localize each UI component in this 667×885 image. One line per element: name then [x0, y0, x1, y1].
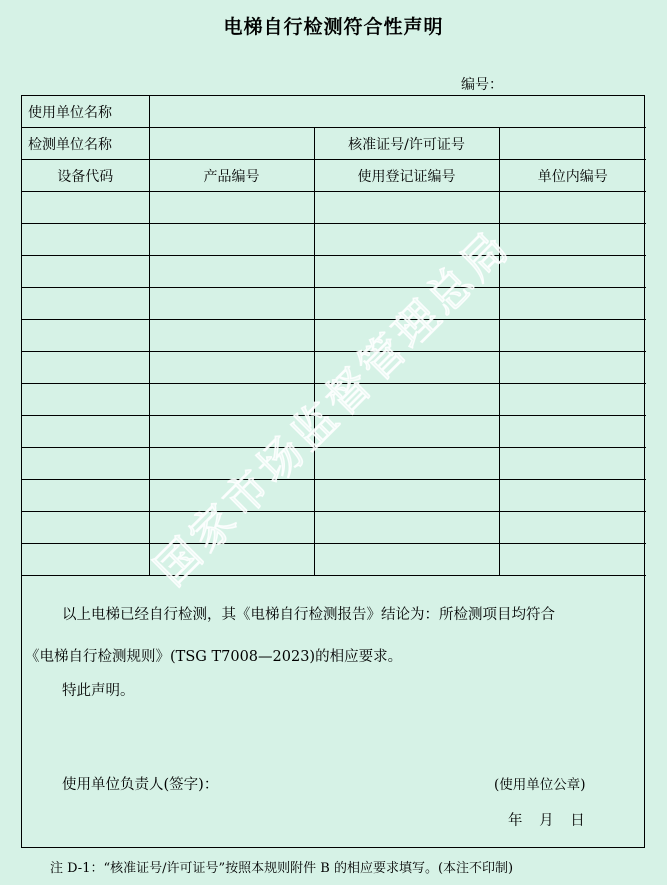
- table-cell[interactable]: [22, 352, 149, 384]
- declaration-form: [21, 95, 645, 848]
- footnote: 注 D-1：“核准证号/许可证号”按照本规则附件 B 的相应要求填写。(本注不印制): [50, 861, 514, 876]
- serial-number-label: 编号：: [461, 77, 503, 93]
- table-cell[interactable]: [149, 544, 314, 576]
- table-cell[interactable]: [22, 512, 149, 544]
- table-cell[interactable]: [499, 448, 646, 480]
- date-label: 年 月 日: [508, 813, 585, 829]
- column-header-equipment-code: 设备代码: [22, 160, 149, 192]
- table-cell[interactable]: [499, 416, 646, 448]
- table-cell[interactable]: [314, 384, 499, 416]
- table-cell[interactable]: [149, 512, 314, 544]
- table-cell[interactable]: [499, 320, 646, 352]
- table-cell[interactable]: [499, 192, 646, 224]
- table-row: [22, 384, 646, 416]
- table-cell[interactable]: [499, 512, 646, 544]
- license-field[interactable]: [499, 128, 646, 160]
- column-header-registration-number: 使用登记证编号: [314, 160, 499, 192]
- signatory-label: 使用单位负责人(签字)：: [62, 777, 219, 793]
- table-cell[interactable]: [22, 480, 149, 512]
- table-cell[interactable]: [499, 544, 646, 576]
- table-cell[interactable]: [314, 448, 499, 480]
- statement-paragraph-3: 特此声明。: [62, 683, 135, 699]
- equipment-table: [22, 96, 646, 576]
- table-cell[interactable]: [149, 352, 314, 384]
- table-cell[interactable]: [314, 192, 499, 224]
- user-unit-field[interactable]: [149, 96, 646, 128]
- table-row: [22, 448, 646, 480]
- table-cell[interactable]: [314, 288, 499, 320]
- table-cell[interactable]: [22, 256, 149, 288]
- table-cell[interactable]: [22, 192, 149, 224]
- test-unit-label: 检测单位名称: [22, 128, 149, 160]
- table-cell[interactable]: [149, 224, 314, 256]
- table-body: [22, 192, 646, 576]
- table-row: [22, 352, 646, 384]
- table-row: [22, 544, 646, 576]
- table-cell[interactable]: [22, 544, 149, 576]
- table-cell[interactable]: [499, 256, 646, 288]
- table-cell[interactable]: [149, 416, 314, 448]
- table-cell[interactable]: [499, 480, 646, 512]
- table-cell[interactable]: [22, 288, 149, 320]
- table-cell[interactable]: [314, 512, 499, 544]
- table-cell[interactable]: [499, 384, 646, 416]
- table-cell[interactable]: [22, 320, 149, 352]
- table-cell[interactable]: [314, 256, 499, 288]
- column-header-internal-number: 单位内编号: [499, 160, 646, 192]
- table-cell[interactable]: [314, 416, 499, 448]
- table-cell[interactable]: [22, 416, 149, 448]
- table-cell[interactable]: [314, 480, 499, 512]
- table-row: [22, 512, 646, 544]
- table-cell[interactable]: [499, 288, 646, 320]
- table-cell[interactable]: [314, 544, 499, 576]
- table-row: [22, 192, 646, 224]
- license-label: 核准证号/许可证号: [314, 128, 499, 160]
- statement-paragraph-2: 《电梯自行检测规则》(TSG T7008—2023)的相应要求。: [25, 649, 403, 665]
- table-cell[interactable]: [149, 448, 314, 480]
- table-row: [22, 224, 646, 256]
- seal-label: (使用单位公章): [494, 777, 586, 793]
- user-unit-label: 使用单位名称: [22, 96, 149, 128]
- table-cell[interactable]: [314, 352, 499, 384]
- document-title: 电梯自行检测符合性声明: [223, 16, 444, 38]
- table-row: [22, 320, 646, 352]
- statement-paragraph-1: 以上电梯已经自行检测，其《电梯自行检测报告》结论为：所检测项目均符合: [62, 607, 555, 623]
- table-cell[interactable]: [149, 288, 314, 320]
- table-cell[interactable]: [314, 320, 499, 352]
- table-row: [22, 256, 646, 288]
- watermark: 国家市场监督管理总局: [145, 220, 521, 596]
- table-cell[interactable]: [149, 320, 314, 352]
- table-cell[interactable]: [22, 224, 149, 256]
- table-cell[interactable]: [499, 224, 646, 256]
- table-cell[interactable]: [499, 352, 646, 384]
- test-unit-field[interactable]: [149, 128, 314, 160]
- table-cell[interactable]: [149, 256, 314, 288]
- table-cell[interactable]: [22, 384, 149, 416]
- column-header-product-number: 产品编号: [149, 160, 314, 192]
- table-row: [22, 416, 646, 448]
- table-cell[interactable]: [149, 384, 314, 416]
- table-cell[interactable]: [149, 480, 314, 512]
- table-cell[interactable]: [149, 192, 314, 224]
- table-cell[interactable]: [22, 448, 149, 480]
- table-cell[interactable]: [314, 224, 499, 256]
- table-row: [22, 480, 646, 512]
- table-row: [22, 288, 646, 320]
